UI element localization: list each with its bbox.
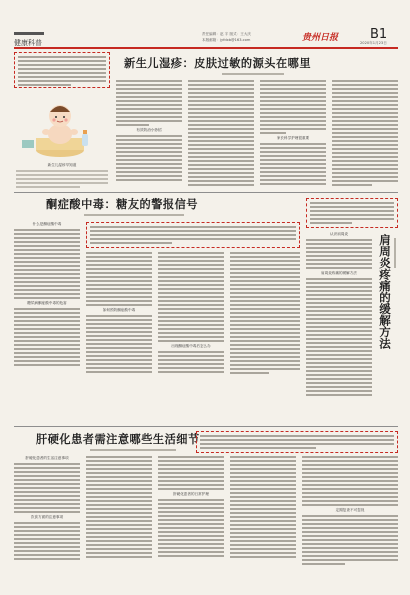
eczema-headline: 新生儿湿疹：皮肤过敏的源头在哪里 bbox=[124, 57, 312, 70]
eczema-intro-box bbox=[14, 52, 110, 88]
eczema-col-1 bbox=[116, 80, 182, 190]
masthead-email: 本版邮箱：jyfdxb@163.com bbox=[202, 38, 251, 42]
keto-col-4 bbox=[230, 252, 300, 422]
ketoacidosis-article bbox=[14, 194, 302, 426]
eczema-col-3 bbox=[260, 80, 326, 190]
eczema-left-text bbox=[16, 170, 108, 190]
cirrhosis-col-4 bbox=[230, 456, 296, 590]
masthead-editor: 责任编辑：赵 宇 版式：王大庆 bbox=[202, 32, 252, 36]
masthead-rule bbox=[14, 47, 398, 49]
keto-intro-box bbox=[86, 222, 300, 248]
cirrhosis-intro-box bbox=[196, 431, 398, 453]
eczema-byline bbox=[222, 73, 284, 75]
eczema-subhead-1: 有效防治小妙招 bbox=[136, 128, 162, 132]
keto-subhead-4: 出现酮症酸中毒后怎么办 bbox=[171, 344, 211, 348]
masthead-date: 2020年1月23日 bbox=[360, 41, 387, 45]
cirrhosis-col-5 bbox=[302, 456, 398, 590]
keto-col-3 bbox=[158, 252, 224, 422]
photo-caption: 新生儿湿疹早知道 bbox=[47, 163, 77, 167]
shoulder-byline bbox=[394, 238, 396, 268]
divider-2 bbox=[14, 426, 398, 427]
shoulder-subhead-1: 认识肩周炎 bbox=[330, 232, 348, 236]
page-code: B1 bbox=[370, 27, 388, 42]
masthead-stripe-icon bbox=[14, 32, 44, 35]
cirrhosis-col-1 bbox=[14, 456, 80, 590]
masthead bbox=[0, 0, 410, 50]
eczema-article bbox=[14, 52, 398, 192]
cirrhosis-article bbox=[14, 428, 398, 592]
cirrhosis-col-3 bbox=[158, 456, 224, 590]
cirrhosis-subhead-4: 定期复查不可忽视 bbox=[335, 508, 365, 512]
cirrhosis-headline: 肝硬化患者需注意哪些生活细节 bbox=[36, 432, 200, 446]
keto-col-2 bbox=[86, 252, 152, 422]
cirrhosis-subhead-2: 饮食方面的注意事项 bbox=[30, 515, 64, 519]
shoulder-text bbox=[306, 232, 372, 422]
ketoacidosis-byline bbox=[84, 214, 184, 216]
eczema-col-2 bbox=[188, 80, 254, 190]
keto-col-1 bbox=[14, 222, 80, 422]
paper-name: 贵州日报 bbox=[302, 33, 339, 43]
keto-subhead-3: 如何预防酮症酸中毒 bbox=[102, 308, 136, 312]
cirrhosis-subhead-1: 肝硬化患者的生活注意事项 bbox=[25, 456, 69, 460]
divider-1 bbox=[14, 192, 398, 193]
cirrhosis-byline bbox=[90, 449, 176, 451]
eczema-col-4 bbox=[332, 80, 398, 190]
baby-illustration-icon bbox=[16, 90, 108, 162]
shoulder-subhead-2: 肩周炎疼痛的缓解方法 bbox=[321, 271, 357, 275]
cirrhosis-col-2 bbox=[86, 456, 152, 590]
shoulder-article bbox=[306, 194, 398, 426]
shoulder-intro-box bbox=[306, 198, 398, 228]
keto-subhead-1: 什么是酮症酸中毒 bbox=[32, 222, 62, 226]
ketoacidosis-headline: 酮症酸中毒：糖友的警报信号 bbox=[46, 197, 198, 211]
shoulder-headline: 肩周炎疼痛的缓解方法 bbox=[378, 234, 392, 349]
section-title: 健康科普 bbox=[14, 39, 42, 47]
cirrhosis-subhead-3: 肝硬化患者的日常护理 bbox=[173, 492, 209, 496]
keto-subhead-2: 糖尿病酮症酸中毒的危害 bbox=[27, 301, 67, 305]
eczema-subhead-2: 家长科学护理很重要 bbox=[276, 136, 310, 140]
